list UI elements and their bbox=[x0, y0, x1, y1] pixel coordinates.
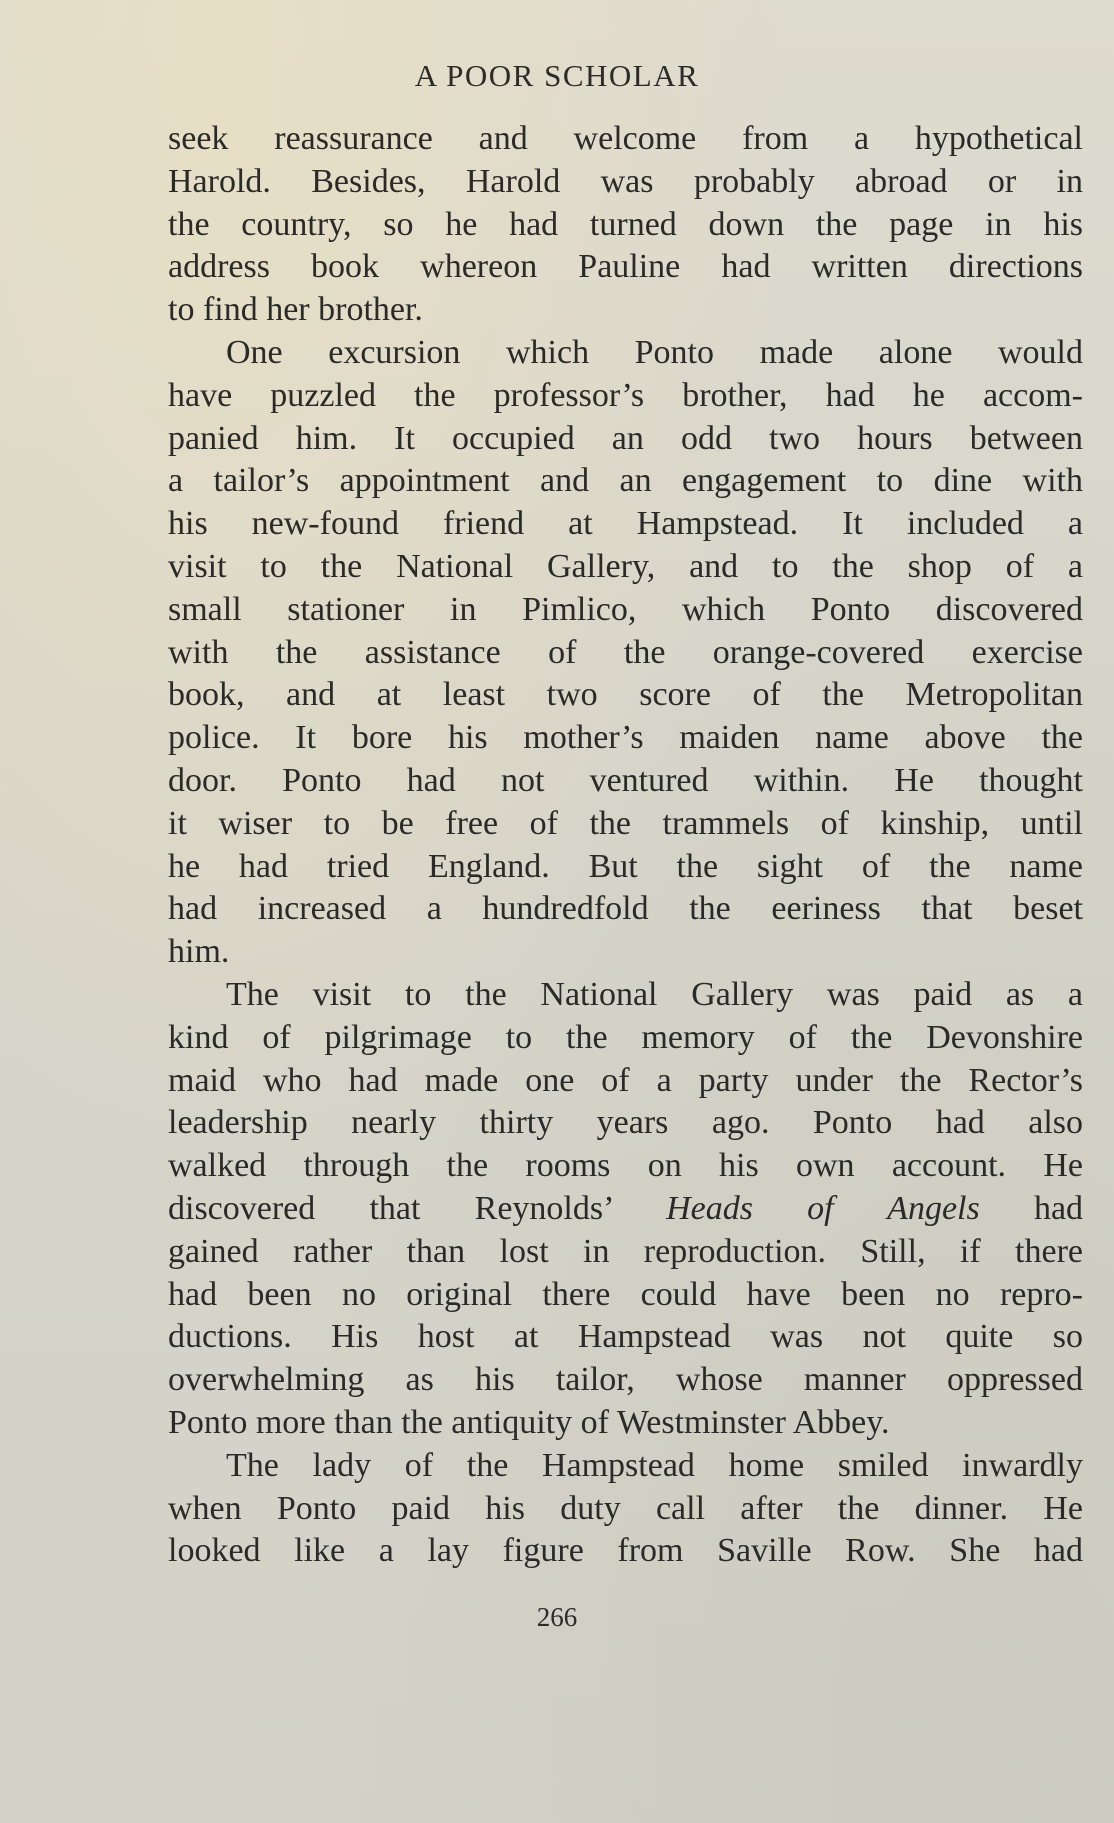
text-line: address book whereon Pauline had written directions bbox=[168, 248, 1083, 286]
text-line: his new-found friend at Hampstead. It included a bbox=[168, 505, 1083, 543]
text-line: book, and at least two score of the Metropolitan bbox=[168, 676, 1083, 714]
text-line-with-italic-title bbox=[168, 1188, 1083, 1231]
text-line: have puzzled the professor’s brother, had he accom- bbox=[168, 376, 1083, 414]
text-line: The visit to the National Gallery was paid as a bbox=[226, 975, 1083, 1013]
text-line: small stationer in Pimlico, which Ponto discovered bbox=[168, 590, 1083, 628]
text-line: Ponto more than the antiquity of Westminster Abbey. bbox=[168, 1403, 890, 1441]
text-line: he had tried England. But the sight of the name bbox=[168, 847, 1083, 885]
text-line: when Ponto paid his duty call after the dinner. He bbox=[168, 1489, 1083, 1527]
text-line: him. bbox=[168, 933, 230, 971]
text-line: One excursion which Ponto made alone would bbox=[226, 333, 1083, 371]
text-line: maid who had made one of a party under the Rector’s bbox=[168, 1061, 1083, 1099]
text-line: door. Ponto had not ventured within. He thought bbox=[168, 761, 1083, 799]
text-line: had increased a hundredfold the eeriness that beset bbox=[168, 890, 1083, 928]
text-line: the country, so he had turned down the page in his bbox=[168, 205, 1083, 243]
text-line: it wiser to be free of the trammels of kinship, until bbox=[168, 804, 1083, 842]
text-line: The lady of the Hampstead home smiled inwardly bbox=[226, 1446, 1083, 1484]
text-line: had been no original there could have been no repro- bbox=[168, 1275, 1083, 1313]
text-line: leadership nearly thirty years ago. Ponto had also bbox=[168, 1104, 1083, 1142]
text-line: kind of pilgrimage to the memory of the Devonshire bbox=[168, 1018, 1083, 1056]
text-line: a tailor’s appointment and an engagement to dine with bbox=[168, 462, 1083, 500]
text-line: seek reassurance and welcome from a hypothetical bbox=[168, 120, 1083, 157]
body-text bbox=[168, 118, 1083, 1573]
page-number: 266 bbox=[536, 1602, 578, 1632]
text-line: with the assistance of the orange-covered exercise bbox=[168, 633, 1083, 671]
text-line: Harold. Besides, Harold was probably abroad or in bbox=[168, 162, 1083, 200]
running-head: A POOR SCHOLAR bbox=[414, 58, 700, 93]
text-line: to find her brother. bbox=[168, 291, 423, 329]
line-part-after: had bbox=[1033, 1189, 1084, 1227]
text-line: police. It bore his mother’s maiden name above the bbox=[168, 719, 1083, 757]
text-line: ductions. His host at Hampstead was not quite so bbox=[168, 1318, 1083, 1356]
text-line: overwhelming as his tailor, whose manner oppressed bbox=[168, 1361, 1083, 1399]
text-line: walked through the rooms on his own account. He bbox=[168, 1147, 1083, 1185]
line-part-before: discovered that Reynolds’ bbox=[168, 1189, 612, 1227]
text-line: looked like a lay figure from Saville Row. She had bbox=[168, 1532, 1083, 1570]
text-line: gained rather than lost in reproduction. Still, if there bbox=[168, 1232, 1083, 1270]
text-line: visit to the National Gallery, and to the shop of a bbox=[168, 547, 1083, 585]
italic-title: Heads of Angels bbox=[666, 1189, 980, 1227]
text-line: panied him. It occupied an odd two hours between bbox=[168, 419, 1083, 457]
